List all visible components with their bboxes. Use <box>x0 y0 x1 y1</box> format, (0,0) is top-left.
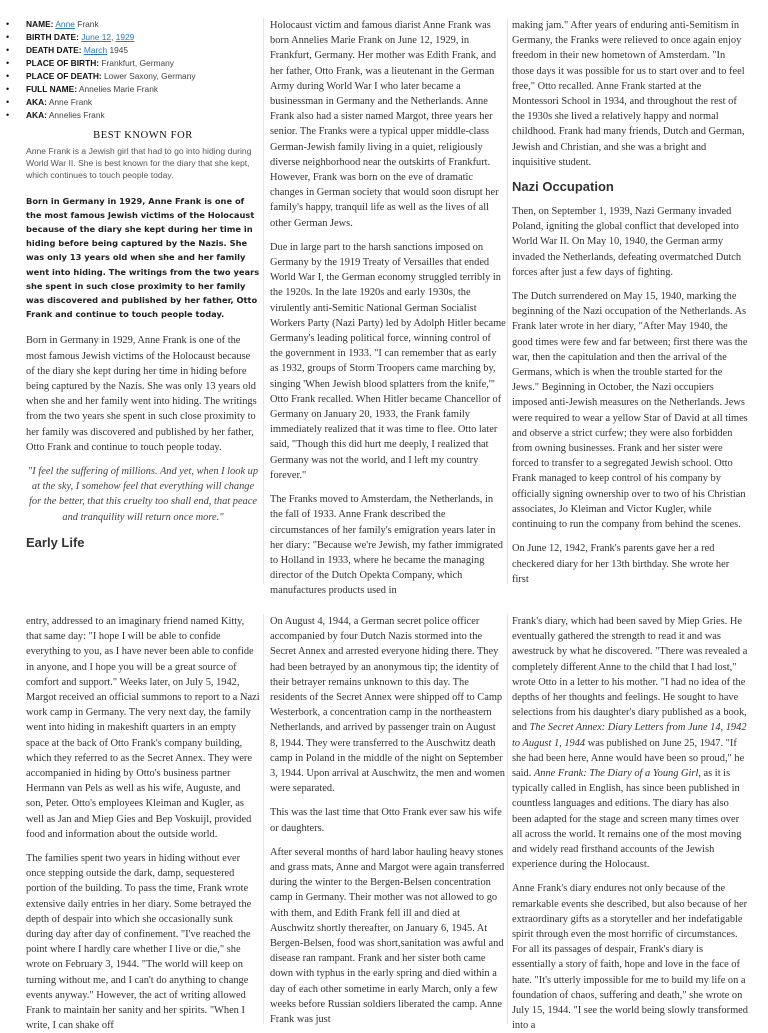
column-2 <box>270 614 506 1024</box>
bullet-icon: • <box>6 45 10 55</box>
fact-label: PLACE OF DEATH: <box>26 71 102 81</box>
fact-label: AKA: <box>26 110 47 120</box>
column-1 <box>6 18 260 584</box>
paragraph: entry, addressed to an imaginary friend named Kitty, that same day: "I hope I will be able to confide everything to you, as I have never been able to confide in anyone, and I hope you will be a great source of comfort and support." Weeks later, on July 5, 1942, Margot received an official summons to report to a Nazi work camp in Germany. The very next day, the family went into hiding in makeshift quarters in an empty space at the back of Otto Frank's company building, which they referred to as the Secret Annex. They were accompanied in hiding by Otto's business partner Hermann van Pels as well as his wife, Auguste, and son, Peter. Otto's employees Kleiman and Kugler, as well as Jan and Miep Gies and Bep Voskuijl, provided food and information about the outside world. <box>26 616 260 840</box>
bullet-icon: • <box>6 110 10 120</box>
fact-link[interactable]: Anne <box>55 19 75 29</box>
paragraph: On June 12, 1942, Frank's parents gave her a red checkered diary for her 13th birthday. She wrote her first <box>512 543 730 585</box>
column-divider <box>263 614 264 1024</box>
fact-item <box>6 57 260 70</box>
best-known-heading: BEST KNOWN FOR <box>93 130 193 141</box>
bullet-icon: • <box>6 84 10 94</box>
fact-label: DEATH DATE: <box>26 45 82 55</box>
bold-intro: Born in Germany in 1929, Anne Frank is one of the most famous Jewish victims of the Holocaust because of the diary she kept during her time in hiding before being captured by the Nazis. She was only 13 years old when she and her family went into hiding. The writings from the two years she spent in such close proximity to her family was discovered and published by her father, Otto Frank and continue to touch people today. <box>26 195 260 320</box>
bullet-icon: • <box>6 97 10 107</box>
article-page-bottom <box>0 614 768 1032</box>
fact-value: Frank <box>74 19 99 29</box>
fact-link[interactable]: June 12 <box>81 32 112 42</box>
fact-item <box>6 44 260 57</box>
fact-item <box>6 83 260 96</box>
fact-item <box>6 70 260 83</box>
paragraph-text: was published on June 25, 1947. "If she had been here, Anne would have been so proud," he said. <box>512 737 745 780</box>
paragraph: Then, on September 1, 1939, Nazi Germany invaded Poland, igniting the global conflict that developed into World War II. On May 10, 1940, the German army invaded the Netherlands, defeating overmatched Dutch forces after just a few days of fighting. <box>512 206 742 278</box>
nazi-occupation-heading: Nazi Occupation <box>512 179 614 195</box>
fact-value: Annelies Marie Frank <box>78 84 159 94</box>
fact-value: Lower Saxony, Germany <box>104 71 196 81</box>
bullet-icon: • <box>6 71 10 81</box>
paragraph: Due in large part to the harsh sanctions imposed on Germany by the 1919 Treaty of Versailles that ended World War I, the German economy struggled terribly in the 1920s. In the late 1920s and early 1930s, the virulently anti-Semitic National German Socialist Workers Party (Nazi Party) led by Adolph Hitler became Germany's leading political force, winning control of the government in 1933. "I can remember that as early as 1932, groups of Storm Troopers came marching by, singing 'When Jewish blood splatters from the knife,'" Otto Frank recalled. When Hitler became Chancellor of Germany on January 20, 1933, the Frank family immediately realized that it was time to flee. Otto later said, "Though this did hurt me deeply, I realized that Germany was not the world, and I left my country forever." <box>270 241 506 481</box>
fact-label: NAME: <box>26 19 54 29</box>
fact-item <box>6 31 260 44</box>
paragraph-text: , as it is typically called in English, has since been published in countless languages and editions. The diary has also been adapted for the stage and screen many times over all across the world. It remains one of the most moving and widely read firsthand accounts of the Jewish experience during the Holocaust. <box>512 768 742 871</box>
fact-label: FULL NAME: <box>26 84 78 94</box>
book-title: Anne Frank: The Diary of a Young Girl <box>533 768 699 780</box>
column-2 <box>270 18 506 597</box>
column-divider <box>507 18 508 584</box>
fact-value: Frankfurt, Germany <box>101 58 174 68</box>
pull-quote: "I feel the suffering of millions. And yet, when I look up at the sky, I somehow feel that everything will change for the better, that this cruelty too shall end, that peace and tranquility will return once more." <box>27 466 259 523</box>
fact-link[interactable]: March <box>83 45 108 55</box>
early-life-heading: Early Life <box>26 534 85 550</box>
paragraph-text: Frank's diary, which had been saved by Miep Gries. He eventually gathered the strength to read it and was awestruck by what he discovered. "There was revealed a completely different Anne to the child that I had lost," wrote Otto in a letter to his mother. "I had no idea of the depths of her thoughts and feelings. He sought to have selections from his daughter's diary published as a book, and <box>512 616 748 734</box>
paragraph: The Dutch surrendered on May 15, 1940, marking the beginning of the Nazi occupation of the Netherlands. As Frank later wrote in her diary, "After May 1940, the good times were few and far between; first there was the war, then the capitulation and then the arrival of the Germans, which is when the trouble started for the Jews." Beginning in October, the Nazi occupiers imposed anti-Jewish measures on the Netherlands. Jews were required to wear a yellow Star of David at all times and observe a strict curfew; they were also forbidden from owning businesses. Frank and her sister were forced to transfer to a segregated Jewish school. Otto Frank managed to keep control of his company by officially signing ownership over to two of his Christian associates, Jo Kleiman and Victor Kugler, while continuing to run the company from behind the scenes. <box>512 291 748 531</box>
bullet-icon: • <box>6 58 10 68</box>
fact-value: Anne Frank <box>48 97 93 107</box>
fact-item <box>6 96 260 109</box>
intro-paragraph: Born in Germany in 1929, Anne Frank is one of the most famous Jewish victims of the Holocaust because of the diary she kept during her time in hiding before being captured by the Nazis. She was only 13 years old when she and her family went into hiding. The writings from the two years she spent in such close proximity to her family was discovered and published by her father, Otto Frank and continue to touch people today. <box>26 335 257 453</box>
paragraph: Anne Frank's diary endures not only because of the remarkable events she described, but also because of her extraordinary gifts as a storyteller and her indefatigable spirit through even the most horrific of circumstances. For all its passages of despair, Frank's diary is essentially a story of faith, hope and love in the face of hate. "It's utterly impossible for me to build my life on a foundation of chaos, suffering and death," she wrote on July 15, 1944. "I see the world being slowly transformed into a <box>512 883 748 1032</box>
paragraph: Holocaust victim and famous diarist Anne Frank was born Annelies Marie Frank on June 12, 1929, in Frankfurt, Germany. Her mother was Edith Frank, and her father, Otto Frank, was a lieutenant in the German Army during World War I who later became a businessman in Germany and the Netherlands. Anne Frank also had a sister named Margot, three years her senior. The Franks were a typical upper middle-class German-Jewish family living in a quiet, religiously diverse neighborhood near the outskirts of Frankfurt. However, Frank was born on the eve of dramatic changes in German society that would soon disrupt her family's happy, tranquil life as well as the lives of all other German Jews. <box>270 20 499 229</box>
article-page-top <box>0 18 768 597</box>
paragraph: The Franks moved to Amsterdam, the Netherlands, in the fall of 1933. Anne Frank described the circumstances of her family's emigration years later in her diary: "Because we're Jewish, my father immigrated to Holland in 1933, where he became the managing director of the Dutch Opekta Company, which manufactures products used in <box>270 494 503 597</box>
summary-text: Anne Frank is a Jewish girl that had to go into hiding during World War II. She is best known for the diary that she kept, which continues to touch people today. <box>26 146 252 181</box>
column-3 <box>512 614 748 1032</box>
paragraph: The families spent two years in hiding without ever once stepping outside the dark, damp, sequestered portion of the building. To pass the time, Frank wrote extensive daily entries in her diary. Some betrayed the depth of despair into which she occasionally sunk during day after day of confinement. "I've reached the point where I hardly care whether I live or die," she wrote on February 3, 1944. "The world will keep on turning without me, and I can't do anything to change events anyway." However, the act of writing allowed Frank to maintain her sanity and her spirits. "When I write, I can shake off <box>26 853 252 1032</box>
fact-item <box>6 109 260 122</box>
fact-label: PLACE OF BIRTH: <box>26 58 100 68</box>
fact-value: Annelies Frank <box>48 110 105 120</box>
column-3 <box>512 18 748 584</box>
column-divider <box>507 614 508 1024</box>
bullet-icon: • <box>6 19 10 29</box>
paragraph <box>512 614 748 872</box>
fact-value: 1945 <box>107 45 129 55</box>
bullet-icon: • <box>6 32 10 42</box>
paragraph: making jam." After years of enduring anti-Semitism in Germany, the Franks were relieved to once again enjoy freedom in their new hometown of Amsterdam. "In those days it was possible for us to start over and to feel free," Otto recalled. Anne Frank started at the Montessori School in 1934, and throughout the rest of the 1930s she lived a relatively happy and normal childhood. Frank had many friends, Dutch and German, Jewish and Christian, and she was a bright and inquisitive student. <box>512 20 745 168</box>
book-title: The Secret Annex: Diary Letters from June 14, 1942 to August 1, 1944 <box>512 722 747 749</box>
paragraph: This was the last time that Otto Frank ever saw his wife or daughters. <box>270 807 502 834</box>
column-divider <box>263 18 264 584</box>
column-1 <box>26 614 260 1032</box>
fact-value: , <box>111 32 116 42</box>
paragraph: After several months of hard labor hauling heavy stones and grass mats, Anne and Margot were again transferred during the winter to the Bergen-Belsen concentration camp in Germany. Their mother was not allowed to go with them, and Edith Frank fell ill and died at Auschwitz shortly thereafter, on January 6, 1945. At Bergen-Belsen, food was short,sanitation was awful and disease ran rampant. Frank and her sister both came down with typhus in the early spring and died within a day of each other sometime in early March, only a few weeks before Russian soldiers liberated the camp. Anne Frank was just <box>270 846 505 1026</box>
fact-label: BIRTH DATE: <box>26 32 79 42</box>
paragraph: On August 4, 1944, a German secret police officer accompanied by four Dutch Nazis stormed into the Secret Annex and arrested everyone hiding there. They had been betrayed by an anonymous tip; the identity of their betrayer remains unknown to this day. The residents of the Secret Annex were shipped off to Camp Westerbork, a concentration camp in the northeastern Netherlands, and arrived by passenger train on August 8, 1944. They were transferred to the Auschwitz death camp in Poland in the middle of the night on September 3, 1944. Upon arrival at Auschwitz, the men and women were separated. <box>270 616 505 795</box>
fact-label: AKA: <box>26 97 47 107</box>
facts-list <box>6 18 260 122</box>
fact-link[interactable]: 1929 <box>115 32 135 42</box>
fact-item <box>6 18 260 31</box>
